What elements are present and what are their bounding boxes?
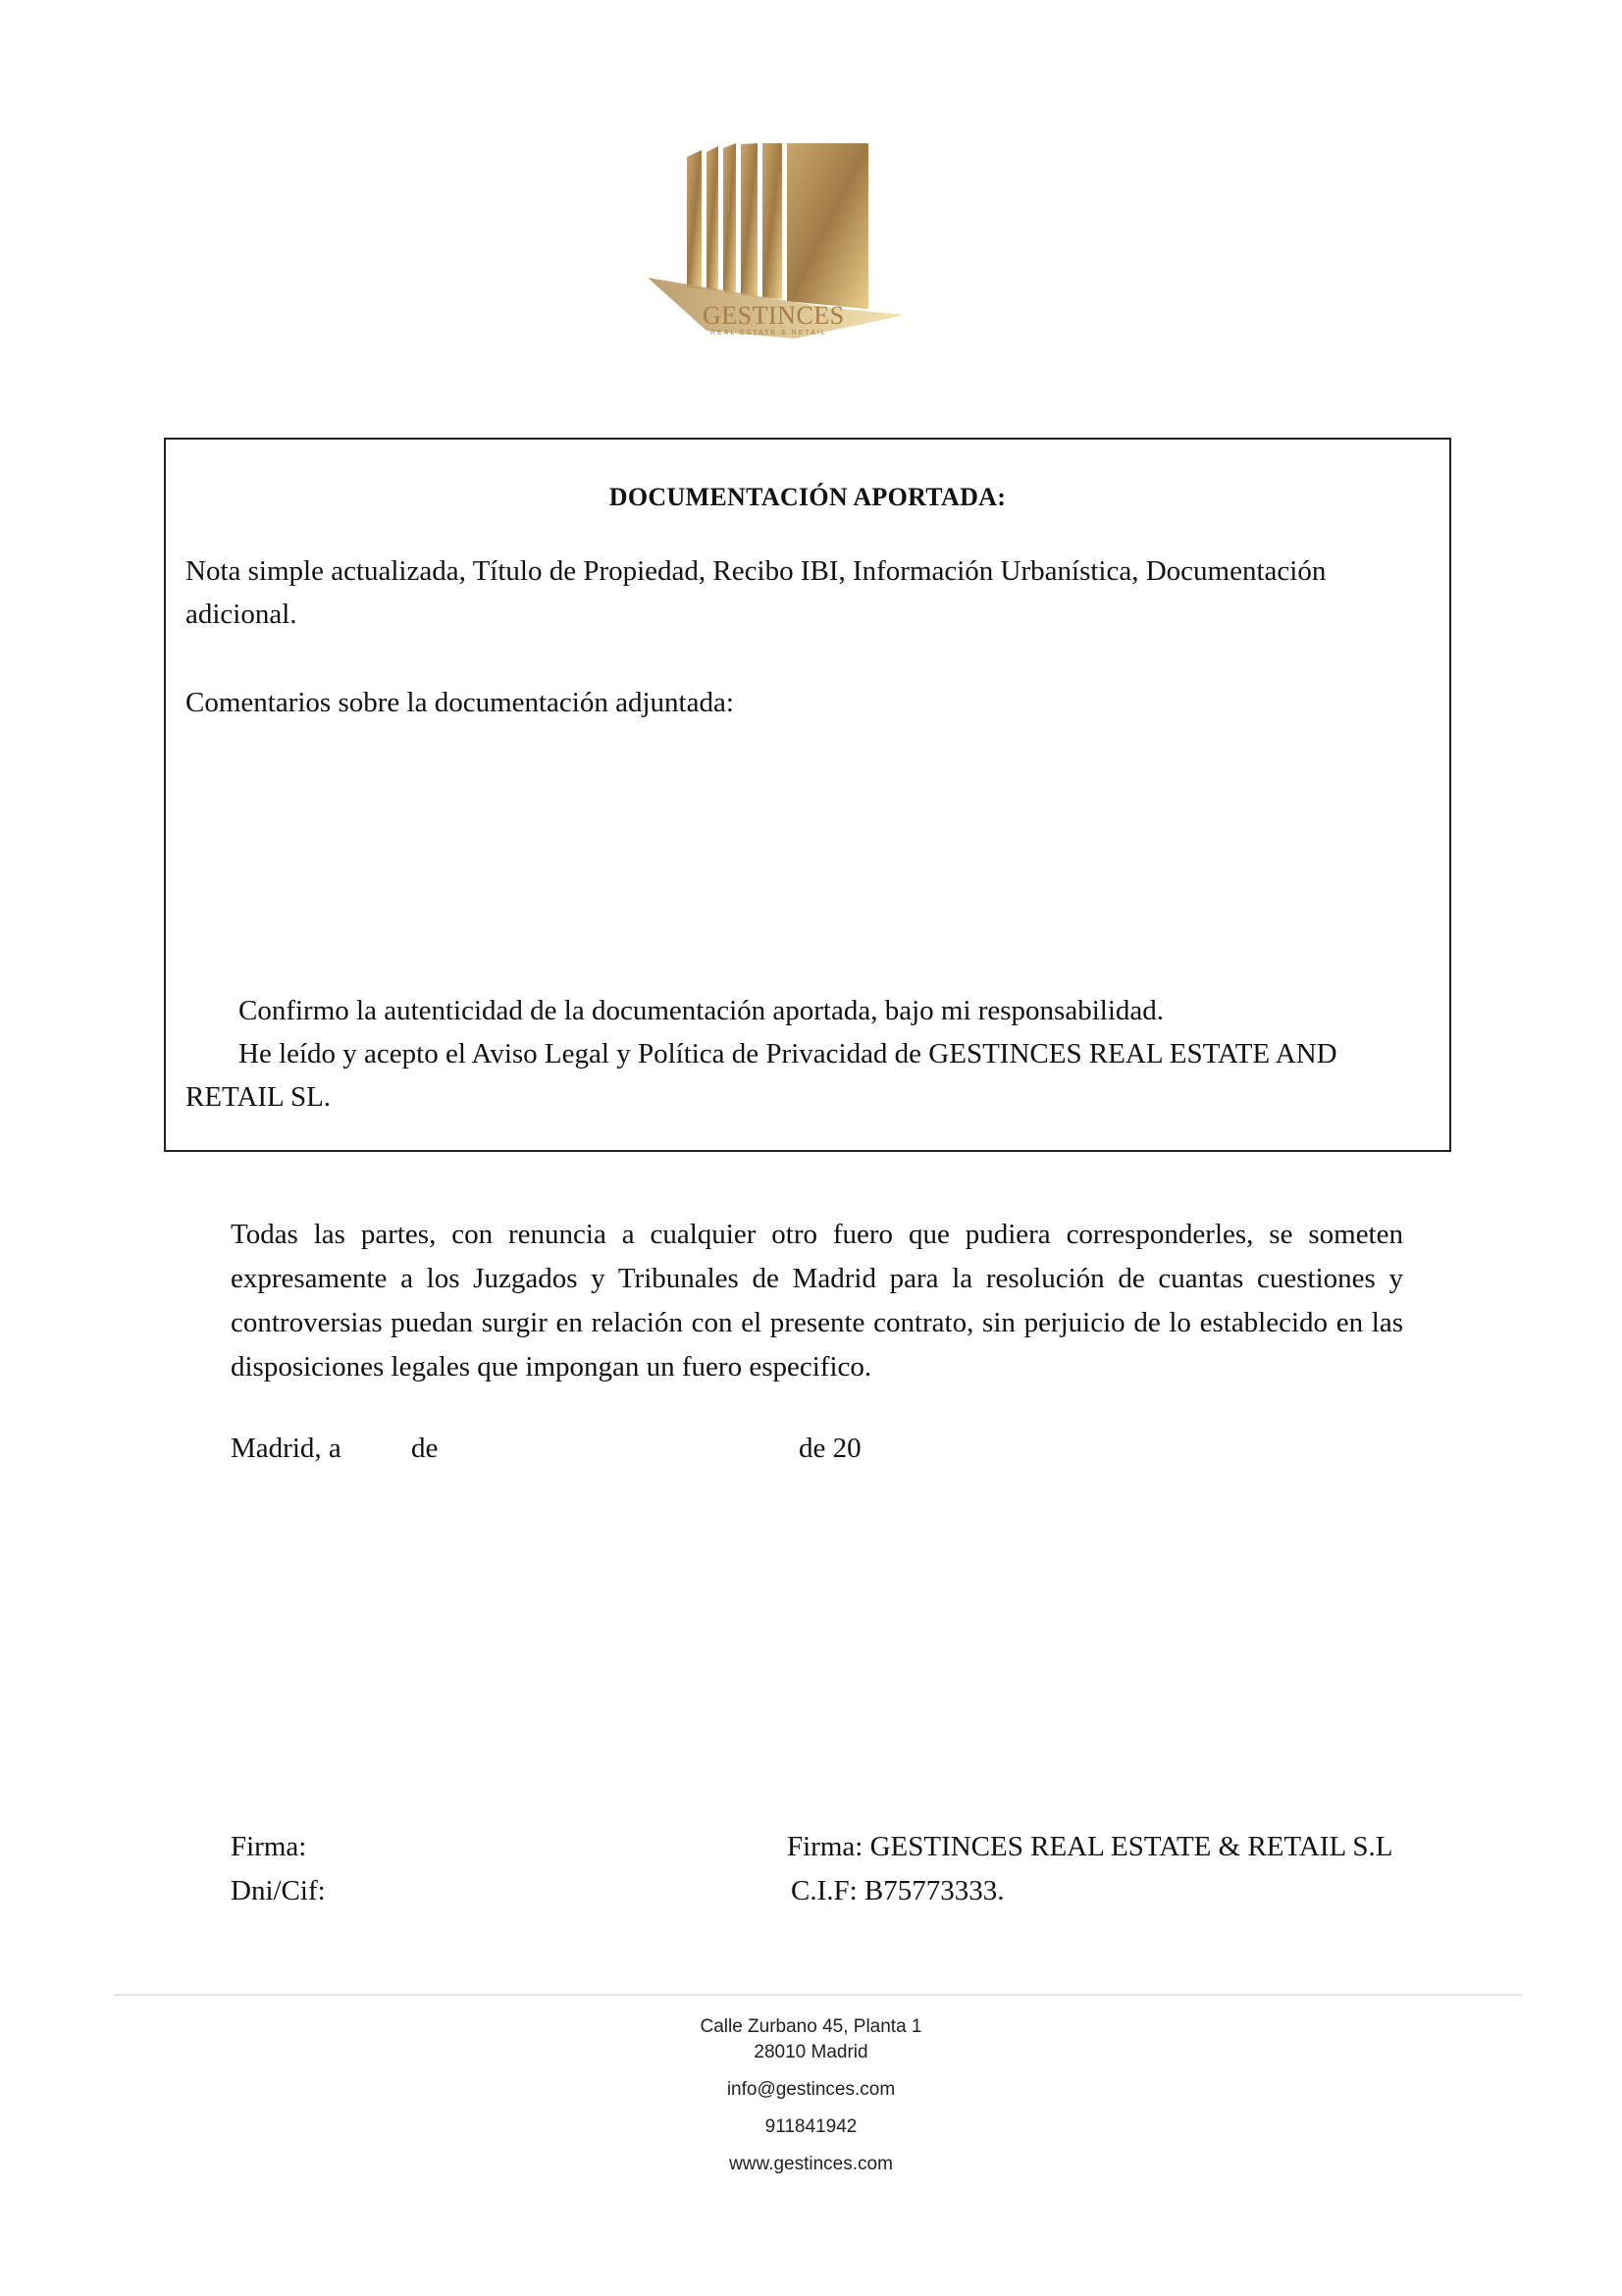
company-cif: C.I.F: B75773333. (791, 1875, 1005, 1906)
documentation-box (164, 438, 1451, 1152)
footer-website: www.gestinces.com (729, 2154, 893, 2174)
logo-name: GESTINCES (703, 301, 845, 330)
client-signature-label: Firma: (231, 1831, 307, 1862)
documents-list-line2: adicional. (185, 599, 297, 630)
date-month-label: de (411, 1433, 439, 1464)
privacy-text-line1: He leído y acepto el Aviso Legal y Política de Privacidad de GESTINCES REAL ESTATE AND (238, 1038, 1337, 1070)
footer-address-line2: 28010 Madrid (754, 2042, 868, 2062)
comments-label: Comentarios sobre la documentación adjuntada: (185, 687, 734, 718)
date-year-label: de 20 (799, 1433, 862, 1464)
company-logo (648, 142, 913, 348)
date-place: Madrid, a (231, 1433, 341, 1464)
footer-divider (114, 1994, 1522, 1996)
footer-email: info@gestinces.com (726, 2079, 896, 2100)
footer-address-line1: Calle Zurbano 45, Planta 1 (700, 2016, 922, 2037)
jurisdiction-clause: Todas las partes, con renuncia a cualquier otro fuero que pudiera corresponderles, se someten expresamente a los Juzgados y Tribunales de Madrid para la resolución de cuantas cuestiones y controversias puedan surgir en relación con el presente contrato, sin perjuicio de lo establecido en las disposiciones legales que impongan un fuero especifico. (231, 1219, 1403, 1383)
documentation-title: DOCUMENTACIÓN APORTADA: (608, 483, 1007, 511)
privacy-text-line2: RETAIL SL. (185, 1081, 332, 1113)
company-signature: Firma: GESTINCES REAL ESTATE & RETAIL S.L (787, 1831, 1393, 1862)
client-id-label: Dni/Cif: (231, 1875, 326, 1906)
footer-phone: 911841942 (764, 2116, 858, 2137)
documents-list-line1: Nota simple actualizada, Título de Propiedad, Recibo IBI, Información Urbanística, Documentación (185, 555, 1327, 587)
logo-tagline: REAL ESTATE & RETAIL (710, 330, 827, 337)
confirm-authenticity-text: Confirmo la autenticidad de la documentación aportada, bajo mi responsabilidad. (238, 995, 1165, 1026)
